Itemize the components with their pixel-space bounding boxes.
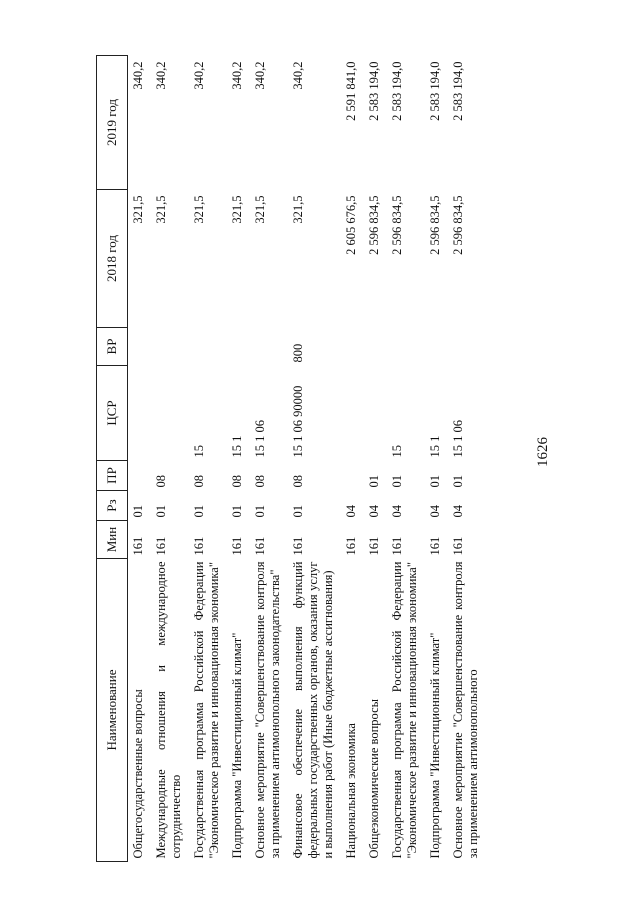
table-row: [227, 56, 250, 862]
row-csr: 15: [192, 445, 206, 458]
row-vr: [151, 328, 189, 366]
row-csr: 15 1: [230, 435, 244, 458]
row-name: Подпрограмма "Инвестиционный климат": [230, 632, 244, 859]
row-rz: 04: [428, 505, 442, 518]
row-vr: [250, 328, 288, 366]
row-2019: 340,2: [230, 61, 244, 90]
table-row: [425, 56, 448, 862]
row-csr: [364, 366, 387, 461]
row-name: Основное мероприятие "Совершенствование контроля за применением антимонопольного: [451, 561, 480, 859]
row-2018: 321,5: [253, 195, 267, 224]
row-pr: [341, 461, 364, 491]
row-rz: 01: [253, 505, 267, 518]
row-csr: 15 1 06: [451, 420, 465, 458]
row-pr: 08: [230, 475, 244, 488]
row-name: Основное мероприятие "Совершенствование контроля за применением антимонопольного законодательства": [253, 561, 282, 859]
row-csr: 15 1 06 90000: [291, 385, 305, 458]
row-vr: [128, 328, 152, 366]
row-csr: 15: [390, 445, 404, 458]
row-csr: 15 1 06: [253, 420, 267, 458]
header-vr: ВР: [97, 328, 128, 366]
row-rz: 01: [131, 505, 145, 518]
row-min: 161: [131, 536, 145, 556]
row-name: Национальная экономика: [344, 723, 358, 859]
row-2018: 321,5: [291, 195, 305, 224]
row-pr: 01: [367, 475, 381, 488]
table-row: [128, 56, 152, 862]
row-2018: 2 596 834,5: [367, 195, 381, 255]
row-vr: [227, 328, 250, 366]
row-rz: 04: [451, 505, 465, 518]
row-pr: [128, 461, 152, 491]
table-row: [288, 56, 341, 862]
table-row: [387, 56, 425, 862]
table-row: [364, 56, 387, 862]
header-rz: Рз: [97, 491, 128, 521]
row-2019: 340,2: [192, 61, 206, 90]
row-2019: 2 583 194,0: [451, 61, 465, 121]
row-2019: 2 583 194,0: [367, 61, 381, 121]
row-rz: 04: [344, 505, 358, 518]
row-vr: [341, 328, 364, 366]
row-min: 161: [390, 536, 404, 556]
row-name: Международные отношения и международное сотрудничество: [154, 561, 183, 859]
row-2019: 340,2: [291, 61, 305, 90]
row-vr: [425, 328, 448, 366]
header-pr: ПР: [97, 461, 128, 491]
table-row: [151, 56, 189, 862]
row-csr: 15 1: [428, 435, 442, 458]
row-rz: 01: [192, 505, 206, 518]
row-2019: 340,2: [131, 61, 145, 90]
row-rz: 01: [291, 505, 305, 518]
row-rz: 01: [230, 505, 244, 518]
row-rz: 04: [390, 505, 404, 518]
budget-table: [96, 55, 486, 862]
row-2018: 2 596 834,5: [428, 195, 442, 255]
row-2018: 321,5: [230, 195, 244, 224]
header-min: Мин: [97, 521, 128, 559]
table-row: [341, 56, 364, 862]
row-2019: 340,2: [253, 61, 267, 90]
row-name: Государственная программа Российской Федерации "Экономическое развитие и инновационная экономика": [390, 561, 419, 859]
rotated-page-content: [96, 56, 590, 862]
row-vr: [448, 328, 486, 366]
row-2018: 321,5: [154, 195, 168, 224]
page-number: 1626: [535, 437, 551, 467]
row-vr: [189, 328, 227, 366]
row-2019: 2 583 194,0: [390, 61, 404, 121]
row-rz: 04: [367, 505, 381, 518]
row-min: 161: [428, 536, 442, 556]
row-csr: [341, 366, 364, 461]
table-row: [250, 56, 288, 862]
row-2018: 321,5: [192, 195, 206, 224]
row-min: 161: [230, 536, 244, 556]
row-min: 161: [451, 536, 465, 556]
row-pr: 01: [428, 475, 442, 488]
row-pr: 08: [154, 475, 168, 488]
row-min: 161: [291, 536, 305, 556]
row-name: Финансовое обеспечение выполнения функций федеральных государственных органов, оказания услуг и выполнения работ (Иные бюджетные ассигнования): [291, 561, 335, 859]
row-pr: 08: [253, 475, 267, 488]
row-name: Общегосударственные вопросы: [131, 689, 145, 859]
row-2018: 2 596 834,5: [390, 195, 404, 255]
row-2018: 2 596 834,5: [451, 195, 465, 255]
row-min: 161: [154, 536, 168, 556]
row-name: Общеэкономические вопросы: [367, 698, 381, 859]
row-2018: 2 605 676,5: [344, 195, 358, 255]
row-vr: [387, 328, 425, 366]
row-pr: 01: [390, 475, 404, 488]
row-2019: 2 591 841,0: [344, 61, 358, 121]
header-2019: 2019 год: [97, 56, 128, 190]
row-min: 161: [344, 536, 358, 556]
row-name: Государственная программа Российской Федерации "Экономическое развитие и инновационная экономика": [192, 561, 221, 859]
row-pr: 08: [192, 475, 206, 488]
table-row: [189, 56, 227, 862]
row-csr: [151, 366, 189, 461]
row-csr: [128, 366, 152, 461]
row-2018: 321,5: [131, 195, 145, 224]
row-2019: 2 583 194,0: [428, 61, 442, 121]
row-min: 161: [253, 536, 267, 556]
header-name: Наименование: [97, 559, 128, 862]
row-pr: 08: [291, 475, 305, 488]
table-header-row: [97, 56, 128, 862]
header-2018: 2018 год: [97, 190, 128, 328]
row-vr: 800: [291, 343, 305, 363]
row-min: 161: [192, 536, 206, 556]
row-vr: [364, 328, 387, 366]
row-name: Подпрограмма "Инвестиционный климат": [428, 632, 442, 859]
row-2019: 340,2: [154, 61, 168, 90]
row-min: 161: [367, 536, 381, 556]
header-csr: ЦСР: [97, 366, 128, 461]
table-row: [448, 56, 486, 862]
row-pr: 01: [451, 475, 465, 488]
row-rz: 01: [154, 505, 168, 518]
